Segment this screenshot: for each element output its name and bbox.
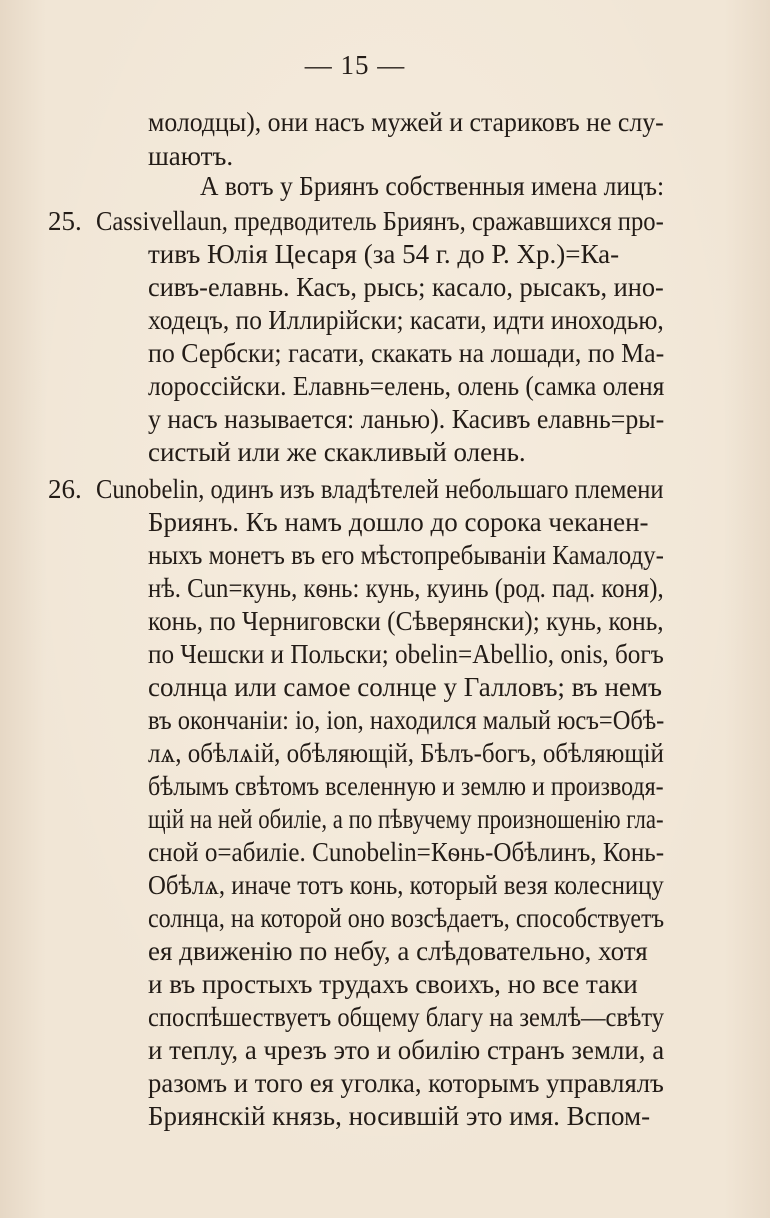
text-line: Бриянскій князь, носившій это имя. Вспом-: [148, 1101, 651, 1131]
text-line: лороссійски. Елавнь=елень, олень (самка оленя: [148, 371, 665, 401]
text-line: нѣ. Cun=кунь, кѳнь: кунь, куинь (род. пад. коня),: [148, 573, 664, 603]
text-line: шаютъ.: [148, 141, 234, 171]
text-line: солнца, на которой оно возсѣдаетъ, способствуетъ: [148, 903, 665, 933]
text-line: сивъ-елавнь. Касъ, рысь; касало, рысакъ, ино-: [148, 272, 664, 302]
text-line: ныхъ монетъ въ его мѣстопребываніи Камалоду-: [148, 540, 664, 570]
text-line: конь, по Черниговски (Сѣверянски); кунь, конь,: [148, 606, 664, 636]
text-line: молодцы), они насъ мужей и стариковъ не слу-: [148, 107, 664, 137]
entry-number: 26.: [48, 474, 82, 504]
text-line: бѣлымъ свѣтомъ вселенную и землю и производя-: [148, 771, 664, 801]
entry-number: 25.: [48, 206, 82, 236]
text-line: и въ простыхъ трудахъ своихъ, но все таки: [148, 969, 638, 999]
text-line: ходецъ, по Иллирійски; касати, идти иноходью,: [148, 305, 664, 335]
text-line: тивъ Юлія Цесаря (за 54 г. до Р. Хр.)=Ка-: [148, 239, 620, 269]
text-line: Cassivellaun, предводитель Бриянъ, сражавшихся про-: [96, 206, 664, 236]
text-line: разомъ и того ея уголка, которымъ управлялъ: [148, 1068, 664, 1098]
text-line: по Чешски и Польски; obelin=Abellio, onis, богъ: [148, 639, 664, 669]
text-line: споспѣшествуетъ общему благу на землѣ—свѣту: [148, 1002, 665, 1032]
text-line: въ окончаніи: io, ion, находился малый юсъ=Обѣ-: [148, 705, 665, 735]
text-line: сной о=абиліе. Cunobelin=Кѳнь-Обѣлинъ, Конь-: [148, 837, 665, 867]
text-line: у насъ называется: ланью). Касивъ елавнь=ры-: [148, 404, 665, 434]
text-line: по Сербски; гасати, скакать на лошади, по Ма-: [148, 338, 665, 368]
text-line: ея движенію по небу, а слѣдовательно, хотя: [148, 936, 648, 966]
page-number: — 15 —: [304, 50, 406, 80]
text-line: Обѣлѧ, иначе тотъ конь, который везя колесницу: [148, 870, 664, 900]
text-line: Бриянъ. Къ намъ дошло до сорока чеканен-: [148, 507, 649, 537]
text-line: лѧ, обѣлѧій, обѣляющій, Бѣлъ-богъ, обѣляющій: [148, 738, 664, 768]
text-line: солнца или самое солнце у Галловъ; въ немъ: [148, 672, 662, 702]
text-line: систый или же скакливый олень.: [148, 437, 526, 467]
text-line: и теплу, а чрезъ это и обилію странъ земли, а: [148, 1035, 665, 1065]
text-line: щій на ней обиліе, а по пѣвучему произношенію гла-: [148, 804, 664, 834]
text-line: А вотъ у Бриянъ собственныя имена лицъ:: [200, 171, 665, 201]
text-line: Cunobelin, одинъ изъ владѣтелей небольшаго племени: [96, 474, 664, 504]
